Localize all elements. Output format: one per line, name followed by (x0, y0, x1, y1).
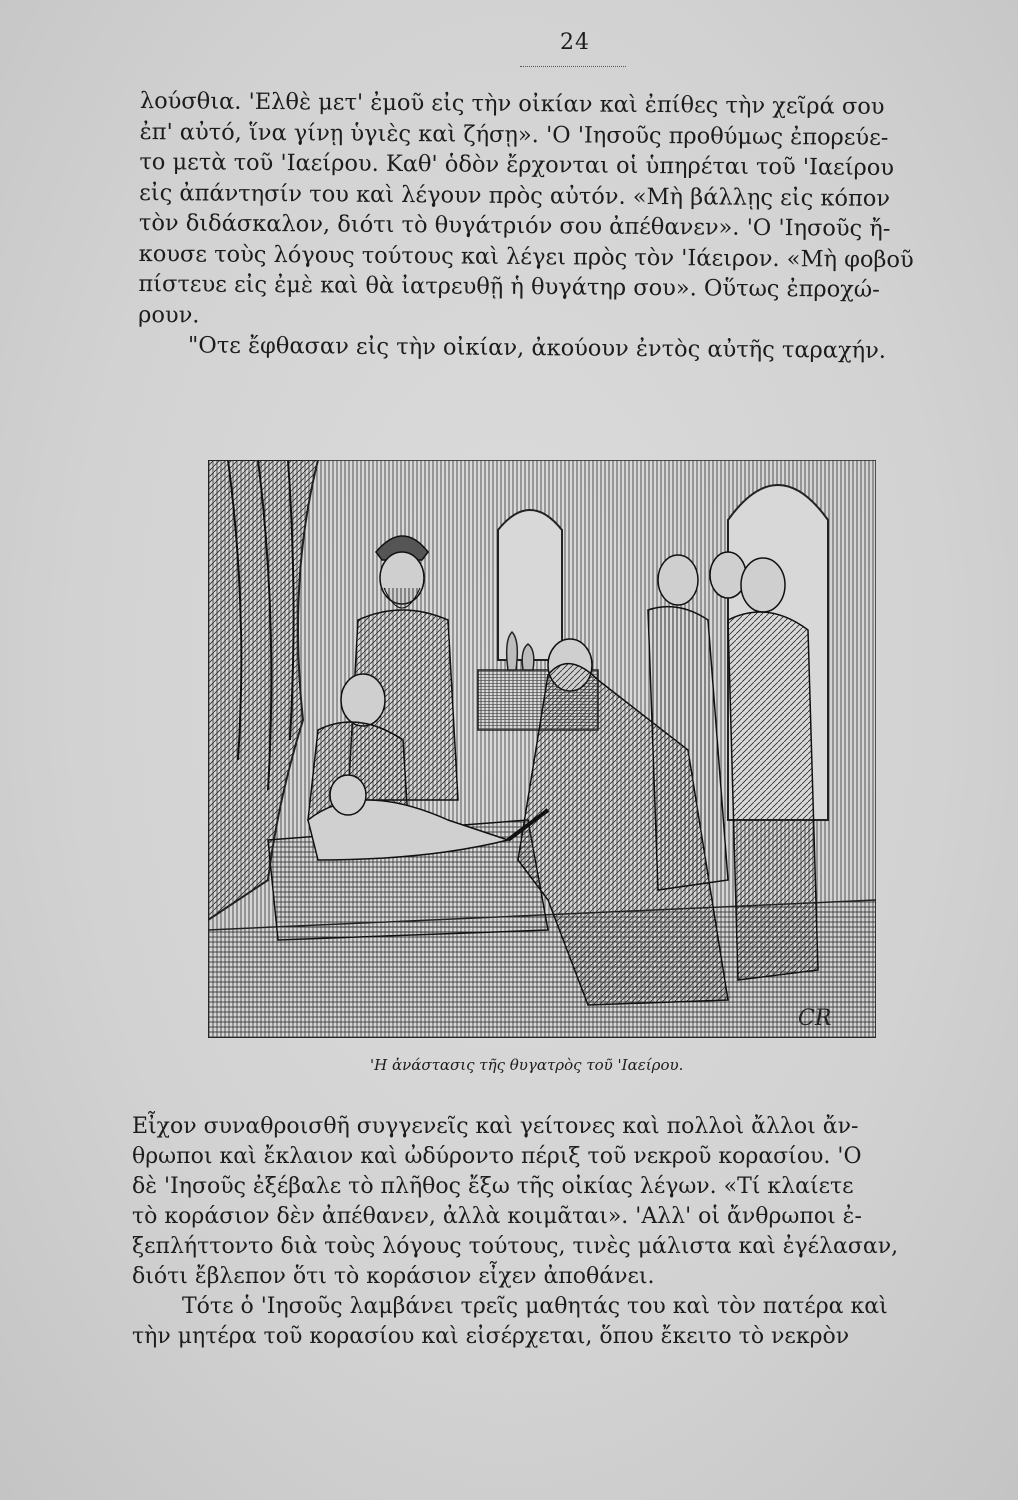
text-line: ρουν. (138, 301, 200, 328)
text-line: ἐπ' αὐτό, ἵνα γίνῃ ὑγιὲς καὶ ζήσῃ». 'Ο 'Ιησοῦς προθύμως ἐπορεύε- (139, 118, 889, 151)
text-line: πίστευε εἰς ἐμὲ καὶ θὰ ἰατρευθῇ ἡ θυγάτηρ σου». Οὕτως ἐπροχώ- (138, 270, 880, 303)
text-line: θρωποι καὶ ἔκλαιον καὶ ὠδύροντο πέριξ τοῦ νεκροῦ κορασίου. 'Ο (132, 1144, 862, 1169)
text-line: Τότε ὁ 'Ιησοῦς λαμβάνει τρεῖς μαθητάς του καὶ τὸν πατέρα καὶ (182, 1294, 888, 1319)
text-line: εἰς ἀπάντησίν του καὶ λέγουν πρὸς αὐτόν. «Μὴ βάλλῃς εἰς κόπον (139, 179, 891, 212)
artist-signature: CR (798, 1006, 832, 1031)
text-line: διότι ἔβλεπον ὅτι τὸ κοράσιον εἶχεν ἀποθάνει. (132, 1264, 655, 1289)
text-line: "Οτε ἔφθασαν εἰς τὴν οἰκίαν, ἀκούουν ἐντὸς αὐτῆς ταραχήν. (187, 332, 887, 364)
text-line: τὸν διδάσκαλον, διότι τὸ θυγάτριόν σου ἀπέθανεν». 'Ο 'Ιησοῦς ἤ- (138, 209, 891, 242)
text-line: τὴν μητέρα τοῦ κορασίου καὶ εἰσέρχεται, ὅπου ἔκειτο τὸ νεκρὸν (132, 1324, 850, 1349)
engraving-illustration (208, 460, 876, 1038)
text-line: Εἶχον συναθροισθῆ συγγενεῖς καὶ γείτονες καὶ πολλοὶ ἄλλοι ἄν- (132, 1114, 859, 1139)
page-number: 24 (560, 30, 590, 55)
top-paragraphs (138, 86, 990, 367)
page-number-rule (520, 66, 626, 67)
text-line: κουσε τοὺς λόγους τούτους καὶ λέγει πρὸς τὸν 'Ιάειρον. «Μὴ φοβοῦ (138, 240, 914, 273)
vase (507, 632, 518, 670)
text-line: δὲ 'Ιησοῦς ἐξέβαλε τὸ πλῆθος ἔξω τῆς οἰκίας λέγων. «Τί κλαίετε (132, 1174, 854, 1199)
bottom-paragraphs (132, 1112, 972, 1352)
arched-window (498, 510, 562, 660)
text-line: τὸ κοράσιον δὲν ἀπέθανεν, ἀλλὰ κοιμᾶται». 'Αλλ' οἱ ἄνθρωποι ἐ- (132, 1204, 862, 1229)
text-line: ξεπλήττοντο διὰ τοὺς λόγους τούτους, τινὲς μάλιστα καὶ ἐγέλασαν, (132, 1234, 899, 1259)
illustration-caption: 'Η ἀνάστασις τῆς θυγατρὸς τοῦ 'Ιαείρου. (370, 1056, 684, 1074)
text-line: λούσθια. 'Ελθὲ μετ' ἐμοῦ εἰς τὴν οἰκίαν καὶ ἐπίθες τὴν χεῖρά σου (139, 87, 885, 120)
text-line: το μετὰ τοῦ 'Ιαείρου. Καθ' ὁδὸν ἔρχονται οἱ ὑπηρέται τοῦ 'Ιαείρου (139, 148, 895, 181)
